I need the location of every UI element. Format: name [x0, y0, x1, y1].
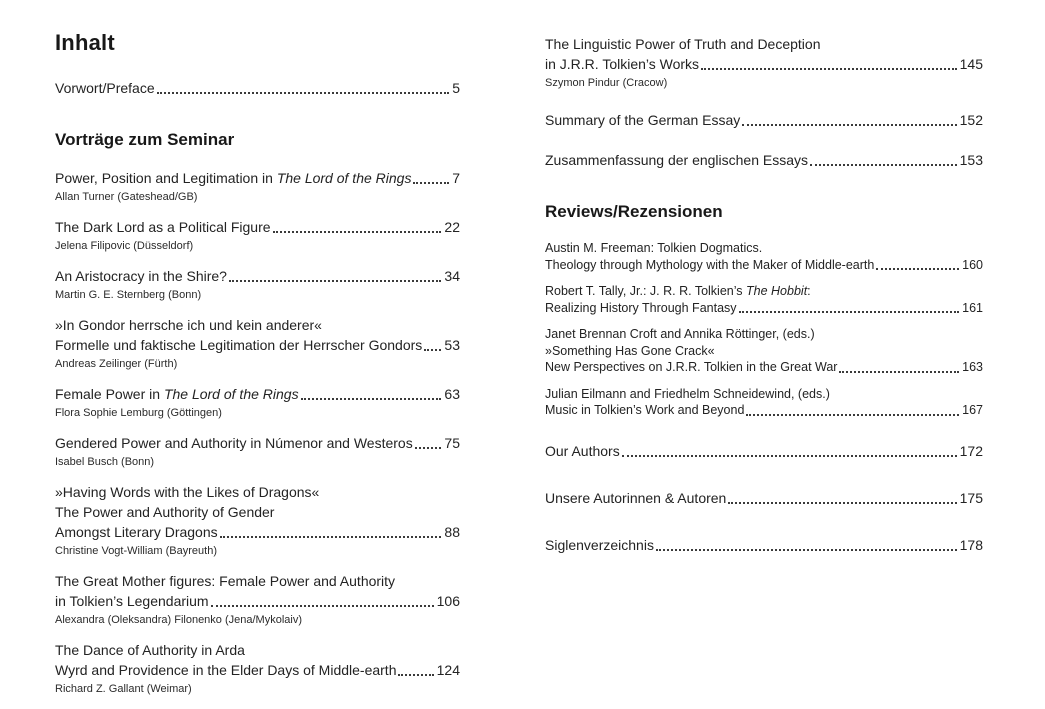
toc-entry-author: Jelena Filipovic (Düsseldorf)	[55, 240, 194, 252]
page-number: 34	[444, 268, 460, 284]
toc-entry-title: Amongst Literary Dragons	[55, 524, 218, 540]
toc-entry-line	[55, 168, 460, 188]
toc-entry-line	[55, 522, 460, 542]
left-page	[55, 30, 460, 709]
toc-entry-title: Unsere Autorinnen & Autoren	[545, 489, 727, 506]
toc-entry	[55, 266, 460, 302]
toc-entry	[545, 110, 983, 130]
toc-entry-title: An Aristocracy in the Shire?	[55, 268, 227, 284]
toc-entry-line	[545, 386, 983, 403]
section-heading-seminar: Vorträge zum Seminar	[55, 130, 235, 149]
toc-entry-line	[545, 34, 983, 54]
dot-leader	[211, 605, 434, 607]
toc-entry	[545, 535, 983, 555]
dot-leader	[229, 280, 441, 282]
toc-entry-line	[55, 502, 460, 522]
toc-entry-line	[55, 315, 460, 335]
toc-entry-line	[545, 257, 983, 274]
toc-entry-title: Summary of the German Essay	[545, 112, 741, 128]
review-entries	[545, 240, 983, 419]
dot-leader	[656, 549, 957, 551]
dot-leader	[746, 414, 959, 416]
dot-leader	[157, 92, 450, 94]
page-number: 175	[959, 489, 983, 506]
page-number: 178	[959, 536, 983, 553]
page-number: 172	[959, 442, 983, 459]
dot-leader	[810, 164, 957, 166]
toc-entry-title: Music in Tolkien’s Work and Beyond	[545, 403, 745, 417]
toc-entry-title: Julian Eilmann and Friedhelm Schneidewind, (eds.)	[545, 386, 830, 401]
right-page	[545, 34, 983, 582]
page-number: 7	[452, 170, 460, 186]
page-number: 88	[444, 524, 460, 540]
toc-entry	[55, 384, 460, 420]
toc-entry-line	[545, 535, 983, 555]
toc-entry-title: Janet Brennan Croft and Annika Röttinger, (eds.)	[545, 327, 815, 341]
toc-entry-author: Andreas Zeilinger (Fürth)	[55, 358, 178, 370]
toc-entry-title: The Dark Lord as a Political Figure	[55, 219, 271, 235]
dot-leader	[622, 455, 957, 457]
toc-entry	[55, 482, 460, 558]
toc-entry-line	[55, 335, 460, 355]
page-number: 161	[962, 300, 983, 315]
page-number: 160	[962, 257, 983, 272]
toc-entry-author: Christine Vogt-William (Bayreuth)	[55, 545, 217, 557]
page-number: 124	[436, 662, 460, 678]
toc-entry-line	[545, 441, 983, 461]
page-number: 163	[962, 360, 983, 374]
toc-entry-line	[545, 110, 983, 130]
toc-entry-title: »In Gondor herrsche ich und kein anderer«	[55, 317, 322, 333]
toc-entry-line	[55, 660, 460, 680]
page-number: 167	[962, 403, 983, 417]
toc-entry	[545, 441, 983, 461]
toc-entry-author: Richard Z. Gallant (Weimar)	[55, 683, 192, 695]
toc-entry	[545, 240, 983, 273]
toc-entry	[545, 150, 983, 170]
toc-entry-author: Szymon Pindur (Cracow)	[545, 77, 668, 89]
page-number: 106	[436, 593, 460, 609]
toc-entry	[55, 640, 460, 696]
seminar-entries	[55, 168, 460, 696]
toc-entry-line	[545, 343, 983, 360]
toc-entry-title: New Perspectives on J.R.R. Tolkien in the Great War	[545, 360, 838, 374]
toc-entry-author: Allan Turner (Gateshead/GB)	[55, 191, 198, 203]
toc-entry-title: »Something Has Gone Crack«	[545, 343, 715, 358]
contents-title: Inhalt	[55, 30, 115, 55]
toc-entry-title: Our Authors	[545, 442, 620, 459]
dot-leader	[273, 231, 442, 233]
toc-entry-title: Siglenverzeichnis	[545, 536, 654, 553]
toc-entry-line	[55, 571, 460, 591]
toc-entry-line	[545, 283, 983, 300]
toc-entry-line	[545, 240, 983, 257]
page-number: 22	[444, 219, 460, 235]
toc-entry-line	[545, 326, 983, 343]
toc-entry-line	[55, 78, 460, 98]
toc-entry-title: Gendered Power and Authority in Númenor and Westeros	[55, 435, 413, 451]
toc-entry-author: Isabel Busch (Bonn)	[55, 456, 155, 468]
toc-entry-title: Theology through Mythology with the Maker of Middle-earth	[545, 257, 875, 272]
toc-entry-line	[55, 482, 460, 502]
toc-entry-title: Austin M. Freeman: Tolkien Dogmatics.	[545, 241, 763, 255]
dot-leader	[701, 68, 957, 70]
toc-entry-title: Realizing History Through Fantasy	[545, 300, 737, 315]
toc-entry-title: »Having Words with the Likes of Dragons«	[55, 484, 320, 500]
dot-leader	[839, 371, 959, 373]
toc-entry-title: Vorwort/Preface	[55, 80, 155, 96]
toc-entry-line	[545, 488, 983, 508]
toc-entry-title: Zusammenfassung der englischen Essays	[545, 152, 809, 168]
toc-entry	[55, 571, 460, 627]
dot-leader	[876, 268, 959, 270]
toc-entry	[55, 217, 460, 253]
toc-entry-title: Female Power in The Lord of the Rings	[55, 386, 299, 402]
page-number: 53	[444, 337, 460, 353]
toc-entry-title: The Great Mother figures: Female Power and Authority	[55, 573, 396, 589]
toc-entry-title: The Power and Authority of Gender	[55, 504, 275, 520]
toc-entry-line	[545, 54, 983, 74]
right-top-entries	[545, 34, 983, 170]
dot-leader	[728, 502, 956, 504]
toc-entry	[55, 315, 460, 371]
toc-entry-title: in Tolkien’s Legendarium	[55, 593, 209, 609]
dot-leader	[415, 447, 442, 449]
dot-leader	[424, 349, 441, 351]
page-number: 145	[959, 56, 983, 72]
toc-entry-line	[545, 300, 983, 317]
toc-entry-author: Alexandra (Oleksandra) Filonenko (Jena/Mykolaiv)	[55, 614, 302, 626]
page-number: 152	[959, 112, 983, 128]
toc-entry-title: Robert T. Tally, Jr.: J. R. R. Tolkien’s The Hobbit:	[545, 284, 811, 298]
page-number: 5	[452, 80, 460, 96]
dot-leader	[301, 398, 442, 400]
right-bottom-entries	[545, 441, 983, 555]
toc-entry	[545, 34, 983, 90]
toc-entry-line	[55, 266, 460, 286]
toc-entry-line	[545, 359, 983, 376]
section-heading-reviews: Reviews/Rezensionen	[545, 202, 723, 221]
toc-entry	[55, 168, 460, 204]
toc-entry-title: Formelle und faktische Legitimation der Herrscher Gondors	[55, 337, 423, 353]
toc-entry	[55, 433, 460, 469]
dot-leader	[398, 674, 433, 676]
toc-entry-title: The Dance of Authority in Arda	[55, 642, 245, 658]
page-number: 63	[444, 386, 460, 402]
dot-leader	[739, 311, 960, 313]
toc-entry-line	[55, 640, 460, 660]
toc-entry-line	[545, 402, 983, 419]
toc-entry-title: Wyrd and Providence in the Elder Days of Middle-earth	[55, 662, 397, 678]
preface-entries	[55, 78, 460, 98]
toc-entry-line	[545, 150, 983, 170]
toc-entry-line	[55, 591, 460, 611]
dot-leader	[742, 124, 956, 126]
dot-leader	[413, 182, 449, 184]
toc-entry-line	[55, 217, 460, 237]
toc-entry-line	[55, 384, 460, 404]
toc-entry-author: Martin G. E. Sternberg (Bonn)	[55, 289, 202, 301]
toc-entry	[545, 386, 983, 419]
toc-entry-line	[55, 433, 460, 453]
toc-entry-title: The Linguistic Power of Truth and Deception	[545, 36, 821, 52]
toc-entry-author: Flora Sophie Lemburg (Göttingen)	[55, 407, 222, 419]
page-number: 153	[959, 152, 983, 168]
toc-entry	[545, 488, 983, 508]
dot-leader	[220, 536, 442, 538]
toc-entry	[55, 78, 460, 98]
toc-entry-title: in J.R.R. Tolkien’s Works	[545, 56, 700, 72]
page-number: 75	[444, 435, 460, 451]
toc-entry-title: Power, Position and Legitimation in The Lord of the Rings	[55, 170, 412, 186]
toc-entry	[545, 283, 983, 316]
toc-entry	[545, 326, 983, 376]
